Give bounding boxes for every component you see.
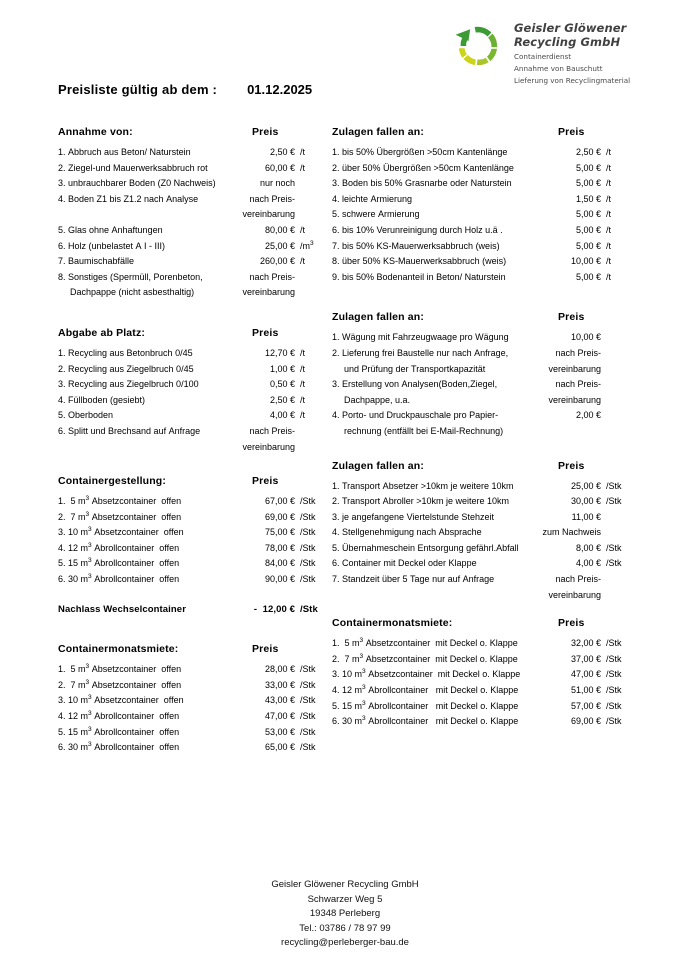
row-label: 9. bis 50% Bodenanteil in Beton/ Naturstein <box>332 271 506 282</box>
row-unit: /Stk <box>300 542 316 553</box>
logo-company-line1: Geisler Glöwener <box>514 21 627 35</box>
price-row <box>332 541 632 557</box>
row-label: 3. 10 $m^3$ Absetzcontainer mit Deckel o. Klappe <box>332 668 521 680</box>
section-annahme <box>58 126 326 301</box>
row-label: 6. 30 $m^3$ Abrollcontainer offen <box>58 573 180 585</box>
row-price: 260,00 € <box>259 256 295 267</box>
row-price: 10,00 € <box>570 332 601 343</box>
row-label: 3. Erstellung von Analysen(Boden,Ziegel, <box>332 379 498 390</box>
price-row <box>332 207 632 223</box>
row-label: 2. 7 $m^3$ Absetzcontainer mit Deckel o. Klappe <box>332 652 518 664</box>
row-label: 5. 15 $m^3$ Abrollcontainer mit Deckel o. Klappe <box>332 699 519 711</box>
row-price: nur noch <box>259 178 295 189</box>
price-row <box>332 408 632 424</box>
rows-container <box>332 479 632 604</box>
row-label: 3. 10 $m^3$ Absetzcontainer offen <box>58 526 184 538</box>
row-price: 30,00 € <box>570 496 601 507</box>
row-unit: /Stk <box>300 558 316 569</box>
row-price: nach Preis- <box>249 193 295 204</box>
row-price: 69,00 € <box>264 511 295 522</box>
row-price: 51,00 € <box>570 685 601 696</box>
row-price: 11,00 € <box>571 511 601 522</box>
price-row <box>332 346 632 362</box>
row-price: nach Preis- <box>555 379 601 390</box>
row-label: 5. Übernahmeschein Entsorgung gefährl.Abfall <box>332 542 519 553</box>
row-label: 1. Wägung mit Fahrzeugwaage pro Wägung <box>332 332 509 343</box>
row-unit: /Stk <box>606 653 622 664</box>
row-label: 3. je angefangene Viertelstunde Stehzeit <box>332 511 494 522</box>
price-row <box>58 725 326 741</box>
row-label: 5. Glas ohne Anhaftungen <box>58 224 163 235</box>
section-containergestellung <box>58 475 326 617</box>
price-row <box>58 285 326 301</box>
row-unit: /Stk <box>300 742 316 753</box>
row-price: 25,00 € <box>570 480 601 491</box>
row-label: 4. Porto- und Druckpauschale pro Papier- <box>332 410 499 421</box>
row-price: 53,00 € <box>264 726 295 737</box>
row-price: 57,00 € <box>570 700 601 711</box>
section-header <box>332 617 632 629</box>
price-row <box>58 161 326 177</box>
row-price: 5,00 € <box>575 209 601 220</box>
price-row <box>58 239 326 255</box>
price-row <box>332 699 632 715</box>
price-row <box>58 377 326 393</box>
page-title: Preisliste gültig ab dem : <box>58 82 218 97</box>
row-label: 6. Splitt und Brechsand auf Anfrage <box>58 425 201 436</box>
price-row <box>58 393 326 409</box>
row-price: 60,00 € <box>264 162 295 173</box>
row-price: 5,00 € <box>575 224 601 235</box>
row-unit: /t <box>606 209 612 220</box>
company-logo <box>450 18 630 85</box>
row-price: 47,00 € <box>264 711 295 722</box>
row-label: 5. schwere Armierung <box>332 209 420 220</box>
price-column-header: Preis <box>558 126 585 138</box>
row-price: 4,00 € <box>575 558 601 569</box>
price-row <box>332 556 632 572</box>
row-price: 33,00 € <box>264 679 295 690</box>
row-unit: /Stk <box>300 695 316 706</box>
left-column <box>58 126 326 756</box>
price-row <box>58 572 326 588</box>
price-row <box>58 192 326 208</box>
row-unit: /t <box>606 240 612 251</box>
row-unit: /Stk <box>300 664 316 675</box>
row-price: 47,00 € <box>570 669 601 680</box>
price-column-header: Preis <box>558 459 585 472</box>
row-label: 2. 7 $m^3$ Absetzcontainer offen <box>58 678 182 690</box>
row-unit: /t <box>606 147 612 157</box>
section-title: Zulagen fallen an: <box>332 126 424 138</box>
footer-phone: Tel.: 03786 / 78 97 99 <box>299 922 391 934</box>
price-row <box>332 714 632 730</box>
price-row <box>58 346 326 362</box>
row-label: 2. 7 $m^3$ Absetzcontainer offen <box>58 510 182 522</box>
logo-text-block <box>514 18 630 85</box>
price-row <box>332 424 632 440</box>
row-price: 1,00 € <box>269 363 295 374</box>
price-row <box>332 161 632 177</box>
row-price: 2,50 € <box>575 147 601 157</box>
row-price: 2,50 € <box>269 394 295 405</box>
row-price: 67,00 € <box>264 496 295 507</box>
price-row <box>332 479 632 495</box>
row-label: 6. Container mit Deckel oder Klappe <box>332 558 477 569</box>
row-unit: /Stk <box>606 542 622 553</box>
price-row <box>58 510 326 526</box>
row-label: 6. Holz (unbelastet A I - III) <box>58 240 166 251</box>
discount-label: Nachlass Wechselcontainer <box>58 603 186 615</box>
row-unit: /Stk <box>300 511 316 522</box>
price-column-header: Preis <box>252 475 279 488</box>
logo-subtitle-2: Annahme von Bauschutt <box>514 64 603 73</box>
price-row <box>332 254 632 270</box>
section-zulagen-container <box>332 460 632 604</box>
footer-company-name: Geisler Glöwener Recycling GmbH <box>271 879 419 890</box>
row-label: 3. Boden bis 50% Grasnarbe oder Naturstein <box>332 178 512 189</box>
valid-from-date: 01.12.2025 <box>247 82 313 97</box>
row-price: 5,00 € <box>575 178 601 189</box>
section-zulagen-abgabe <box>332 311 632 439</box>
price-column-header: Preis <box>558 617 585 630</box>
price-row <box>332 223 632 239</box>
row-unit: /Stk <box>606 685 622 696</box>
row-price: 84,00 € <box>264 558 295 569</box>
price-column-header: Preis <box>558 311 585 324</box>
row-price: 78,00 € <box>264 542 295 553</box>
logo-subtitle-3: Lieferung von Recyclingmaterial <box>514 76 631 85</box>
row-label: 4. 12 $m^3$ Abrollcontainer offen <box>58 710 180 722</box>
row-unit: /t <box>300 347 306 358</box>
price-row <box>332 667 632 683</box>
row-price: zum Nachweis <box>542 527 601 538</box>
price-row <box>332 176 632 192</box>
row-unit: /Stk <box>606 558 622 569</box>
row-unit: /Stk <box>300 527 316 538</box>
section-title: Zulagen fallen an: <box>332 459 424 472</box>
section-monatsmiete-offen <box>58 643 326 756</box>
price-row <box>332 494 632 510</box>
row-label: 4. leichte Armierung <box>332 193 413 204</box>
section-title: Containermonatsmiete: <box>332 617 453 630</box>
discount-value: - 12,00 € <box>253 603 295 615</box>
section-header <box>332 460 632 472</box>
row-unit: /Stk <box>606 716 622 727</box>
price-row <box>332 652 632 668</box>
section-header <box>58 643 326 655</box>
row-price: 5,00 € <box>575 162 601 173</box>
price-row <box>332 362 632 378</box>
price-row <box>332 572 632 588</box>
row-label: 6. 30 $m^3$ Abrollcontainer offen <box>58 741 180 753</box>
row-price: 80,00 € <box>264 224 295 235</box>
section-header <box>332 126 632 138</box>
rows-container <box>332 636 632 730</box>
row-label: 3. unbrauchbarer Boden (Z0 Nachweis) <box>58 178 216 189</box>
right-column <box>332 126 632 730</box>
row-price: 4,00 € <box>269 410 295 421</box>
section-title: Annahme von: <box>58 126 133 138</box>
row-label: 8. Sonstiges (Spermüll, Porenbeton, <box>58 271 203 282</box>
row-label: 4. 12 $m^3$ Abrollcontainer mit Deckel o. Klappe <box>332 684 519 696</box>
discount-unit: /Stk <box>300 603 318 615</box>
row-unit: /t <box>300 379 306 390</box>
price-row <box>58 207 326 223</box>
row-price: 10,00 € <box>570 256 601 267</box>
row-label: 8. über 50% KS-Mauerwerksabbruch (weis) <box>332 256 507 267</box>
row-price: vereinbarung <box>548 394 601 405</box>
price-row <box>58 223 326 239</box>
row-label: 1. 5 $m^3$ Absetzcontainer mit Deckel o. Klappe <box>332 637 518 649</box>
footer-city: 19348 Perleberg <box>309 908 381 920</box>
row-label: 1. 5 $m^3$ Absetzcontainer offen <box>58 663 182 675</box>
row-label: 2. Recycling aus Ziegelbruch 0/45 <box>58 363 194 374</box>
discount-row <box>58 602 326 618</box>
row-label: 7. Baumischabfälle <box>58 256 135 267</box>
row-unit: /t <box>300 162 306 173</box>
row-price: 43,00 € <box>264 695 295 706</box>
rows-container <box>58 145 326 301</box>
logo-subtitle-1: Containerdienst <box>514 52 572 61</box>
row-price: 65,00 € <box>264 742 295 753</box>
price-row <box>332 683 632 699</box>
row-unit: /t <box>606 178 612 189</box>
price-row <box>332 192 632 208</box>
price-row <box>332 270 632 286</box>
row-label: 1. 5 $m^3$ Absetzcontainer offen <box>58 495 182 507</box>
row-unit: /t <box>300 256 306 267</box>
row-label: 5. Oberboden <box>58 410 114 421</box>
row-price: 69,00 € <box>570 716 601 727</box>
row-label: 6. bis 10% Verunreinigung durch Holz u.ä . <box>332 224 503 235</box>
row-price: 28,00 € <box>264 664 295 675</box>
section-title: Containermonatsmiete: <box>58 643 179 656</box>
price-row <box>58 270 326 286</box>
row-unit: /Stk <box>300 726 316 737</box>
row-price: 5,00 € <box>575 240 601 251</box>
row-unit: /t <box>606 271 612 282</box>
row-unit: /Stk <box>606 480 622 491</box>
row-unit: /t <box>300 224 306 235</box>
footer-contact-block <box>0 878 690 951</box>
row-label: 5. 15 $m^3$ Abrollcontainer offen <box>58 557 180 569</box>
footer-street: Schwarzer Weg 5 <box>307 893 383 905</box>
row-label: Dachpappe, u.a. <box>344 394 411 405</box>
row-label: 4. Füllboden (gesiebt) <box>58 394 146 405</box>
rows-container <box>332 330 632 439</box>
row-label: Dachpappe (nicht asbesthaltig) <box>70 287 195 298</box>
price-row <box>332 330 632 346</box>
row-unit: /Stk <box>300 679 316 690</box>
row-price: 32,00 € <box>570 638 601 649</box>
price-row <box>58 693 326 709</box>
price-row <box>58 541 326 557</box>
price-row <box>332 510 632 526</box>
price-row <box>332 393 632 409</box>
price-row <box>332 377 632 393</box>
section-header <box>332 311 632 323</box>
price-column-header: Preis <box>252 643 279 656</box>
price-row <box>58 424 326 440</box>
row-unit: /t <box>300 410 306 421</box>
row-price: nach Preis- <box>555 574 601 585</box>
row-label: 4. Boden Z1 bis Z1.2 nach Analyse <box>58 193 199 204</box>
row-label: 2. Ziegel-und Mauerwerksabbruch rot <box>58 162 208 173</box>
price-row <box>58 678 326 694</box>
row-price: 12,70 € <box>264 347 295 358</box>
row-label: 4. Stellgenehmigung nach Absprache <box>332 527 482 538</box>
price-column-header: Preis <box>252 326 279 339</box>
row-price: nach Preis- <box>249 271 295 282</box>
section-title: Zulagen fallen an: <box>332 311 424 324</box>
row-price: 75,00 € <box>264 527 295 538</box>
row-unit: /t <box>606 256 612 267</box>
price-row <box>58 440 326 456</box>
row-label: 5. 15 $m^3$ Abrollcontainer offen <box>58 725 180 737</box>
row-price: 1,50 € <box>575 193 601 204</box>
row-price: 25,00 € <box>264 240 295 251</box>
row-price: vereinbarung <box>242 209 295 220</box>
row-unit: $/m^3$ <box>300 239 314 251</box>
row-unit: /Stk <box>300 496 316 507</box>
row-label: 1. bis 50% Übergrößen >50cm Kantenlänge <box>332 147 508 157</box>
row-label: 7. Standzeit über 5 Tage nur auf Anfrage <box>332 574 495 585</box>
recycling-arrows-icon <box>450 18 506 74</box>
price-row <box>332 145 632 161</box>
rows-container <box>58 662 326 756</box>
row-price: 8,00 € <box>575 542 601 553</box>
price-row <box>58 145 326 161</box>
section-header <box>58 327 326 339</box>
logo-company-line2: Recycling GmbH <box>514 34 621 49</box>
section-abgabe <box>58 327 326 455</box>
row-price: 2,00 € <box>575 410 601 421</box>
row-price: 37,00 € <box>570 653 601 664</box>
row-price: nach Preis- <box>249 425 295 436</box>
price-row <box>58 254 326 270</box>
row-price: nach Preis- <box>555 347 601 358</box>
price-row <box>58 709 326 725</box>
row-label: 7. bis 50% KS-Mauerwerksabbruch (weis) <box>332 240 500 251</box>
row-price: vereinbarung <box>242 441 295 452</box>
row-label: 1. Recycling aus Betonbruch 0/45 <box>58 347 193 358</box>
price-column-header: Preis <box>252 126 279 138</box>
price-row <box>332 525 632 541</box>
row-unit: /t <box>606 224 612 235</box>
rows-container <box>58 346 326 455</box>
price-row <box>58 176 326 192</box>
row-label: 2. Transport Abroller >10km je weitere 10km <box>332 496 509 507</box>
row-unit: /t <box>606 193 612 204</box>
row-label: 2. über 50% Übergrößen >50cm Kantenlänge <box>332 162 514 173</box>
price-row <box>332 636 632 652</box>
row-label: und Prüfung der Transportkapazität <box>344 363 486 374</box>
price-row <box>58 662 326 678</box>
row-label: rechnung (entfällt bei E-Mail-Rechnung) <box>344 425 504 436</box>
row-label: 1. Transport Absetzer >10km je weitere 10km <box>332 480 514 491</box>
section-monatsmiete-deckel <box>332 617 632 730</box>
row-price: 5,00 € <box>575 271 601 282</box>
row-unit: /Stk <box>300 711 316 722</box>
document-title-row <box>58 82 312 97</box>
row-label: 6. 30 $m^3$ Abrollcontainer mit Deckel o. Klappe <box>332 715 519 727</box>
section-title: Containergestellung: <box>58 475 167 488</box>
price-row <box>58 740 326 756</box>
row-unit: /t <box>300 394 306 405</box>
row-unit: /Stk <box>606 669 622 680</box>
row-label: 1. Abbruch aus Beton/ Naturstein <box>58 147 191 157</box>
row-label: 3. Recycling aus Ziegelbruch 0/100 <box>58 379 199 390</box>
row-price: 90,00 € <box>264 574 295 585</box>
section-header <box>58 475 326 487</box>
row-label: 4. 12 $m^3$ Abrollcontainer offen <box>58 541 180 553</box>
section-title: Abgabe ab Platz: <box>58 326 145 339</box>
row-price: vereinbarung <box>548 589 601 600</box>
row-unit: /t <box>300 363 306 374</box>
footer-email: recycling@perleberger-bau.de <box>281 937 409 949</box>
rows-container <box>332 145 632 285</box>
row-price: vereinbarung <box>548 363 601 374</box>
row-unit: /Stk <box>606 700 622 711</box>
price-row <box>332 239 632 255</box>
row-unit: /Stk <box>606 638 622 649</box>
row-price: 2,50 € <box>269 147 295 157</box>
row-label: 3. 10 $m^3$ Absetzcontainer offen <box>58 694 184 706</box>
price-row <box>58 494 326 510</box>
row-unit: /Stk <box>300 574 316 585</box>
section-zulagen-annahme <box>332 126 632 285</box>
price-row <box>58 408 326 424</box>
section-header <box>58 126 326 138</box>
price-row <box>58 362 326 378</box>
row-unit: /t <box>300 147 306 157</box>
rows-container <box>58 494 326 588</box>
row-price: vereinbarung <box>242 287 295 298</box>
price-row <box>58 556 326 572</box>
row-unit: /t <box>606 162 612 173</box>
price-row <box>332 588 632 604</box>
row-unit: /Stk <box>606 496 622 507</box>
price-row <box>58 525 326 541</box>
row-price: 0,50 € <box>269 379 295 390</box>
row-label: 2. Lieferung frei Baustelle nur nach Anfrage, <box>332 347 509 358</box>
